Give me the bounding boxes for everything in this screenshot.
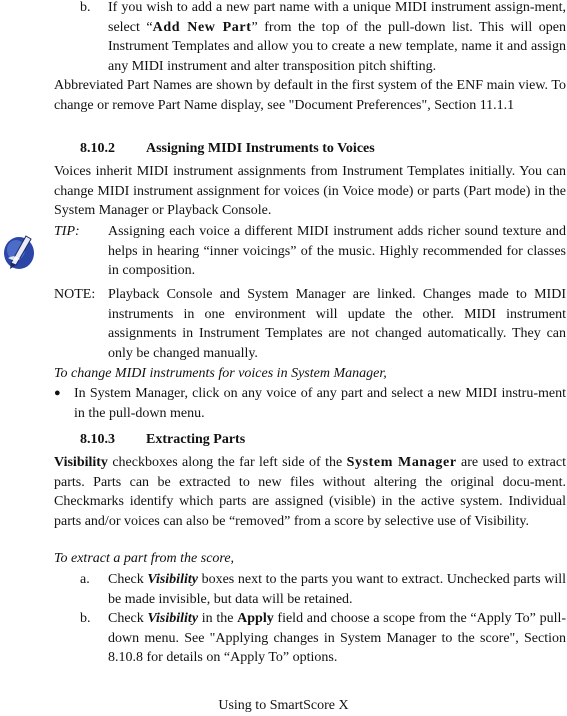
list-item-b-top xyxy=(80,0,566,76)
tip-pen-icon xyxy=(2,232,38,272)
paragraph-visibility: Visibility checkboxes along the far left side of the System Manager are used to extract parts. Parts can be extracted to new files without altering the original docu-ment. Checkmarks identify which parts are assigned (visible) in the active system. Individual parts and/or voices can also be “removed” from a score by selective use of Visibility. xyxy=(54,455,566,529)
bullet-icon: ● xyxy=(54,387,61,399)
step-text: Check Visibility boxes next to the parts you want to extract. Unchecked parts will be made invisible, but data will be retained. xyxy=(108,572,567,607)
paragraph-voices: Voices inherit MIDI instrument assignments from Instrument Templates initially. You can change MIDI instrument assignment for voices (in Voice mode) or parts (Part mode) in the System Manager or Playback Console. xyxy=(54,164,566,218)
note-label: NOTE: xyxy=(54,287,96,302)
list-text: If you wish to add a new part name with a unique MIDI instrument assign-ment, select “Add New Part” from the top of the pull-down list. This will open Instrument Templates and allow you to create a new template, name it and assign any MIDI instrument and alter transposition pitch shifting. xyxy=(108,0,566,74)
add-new-part-term: Add New Part xyxy=(152,19,252,35)
instruction-extract-part: To extract a part from the score, xyxy=(54,551,235,566)
bullet-text: In System Manager, click on any voice of any part and select a new MIDI instru-ment in the pull-down menu. xyxy=(74,386,566,421)
step-label: a. xyxy=(80,572,90,587)
section-heading-8-10-3: 8.10.3 Extracting Parts xyxy=(80,432,246,447)
step-text: Check Visibility in the Apply field and choose a scope from the “Apply To” pull-down menu. See "Applying changes in System Manager to the score", Section 8.10.8 for details on “Apply To” options. xyxy=(108,611,567,665)
page-footer: Using to SmartScore X xyxy=(218,698,349,713)
tip-text: Assigning each voice a different MIDI instrument adds richer sound texture and helps in hearing “inner voicings” of the music. Highly recommended for classes in composition. xyxy=(108,224,566,278)
tip-block xyxy=(54,222,566,281)
tip-label: TIP: xyxy=(54,224,80,239)
note-block xyxy=(54,285,566,363)
list-label: b. xyxy=(80,0,91,15)
section-heading-8-10-2: 8.10.2 Assigning MIDI Instruments to Voices xyxy=(80,141,375,156)
step-b xyxy=(80,609,566,668)
instruction-change-midi: To change MIDI instruments for voices in System Manager, xyxy=(54,366,387,381)
paragraph-abbreviated-names: Abbreviated Part Names are shown by default in the first system of the ENF main view. To change or remove Part Name display, see "Document Preferences", Section 11.1.1 xyxy=(54,78,566,113)
bullet-item xyxy=(54,384,566,423)
step-a xyxy=(80,570,566,609)
step-label: b. xyxy=(80,611,91,626)
note-text: Playback Console and System Manager are linked. Changes made to MIDI instruments in one environment will update the other. MIDI instrument assignments in Instrument Templates are not changed automatically. They can only be changed manually. xyxy=(108,287,566,361)
